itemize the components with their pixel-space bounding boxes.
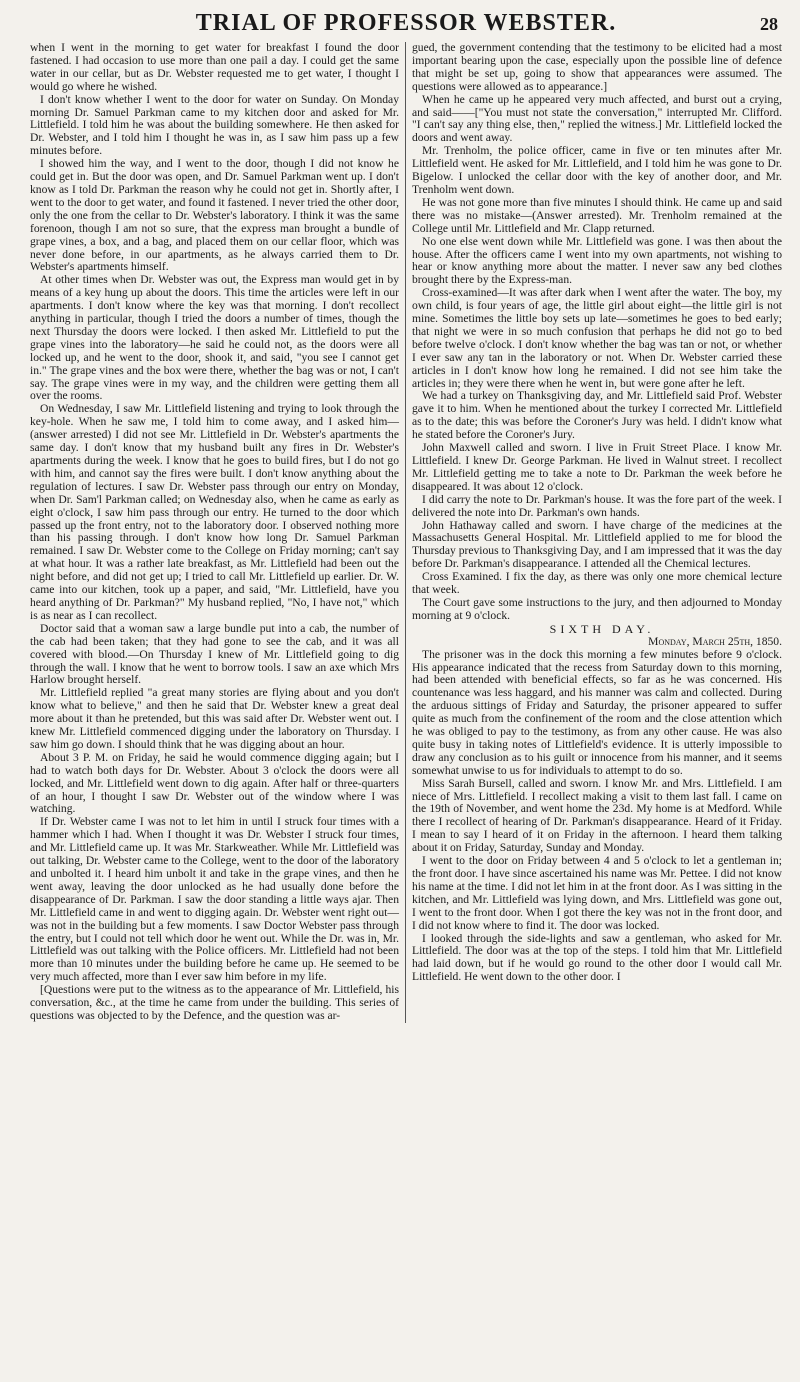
paragraph: Cross Examined. I fix the day, as there was only one more chemical lecture that week.	[412, 570, 782, 597]
right-column	[406, 42, 782, 1023]
paragraph: I showed him the way, and I went to the door, though I did not know he could get in. But the door was open, and Dr. Samuel Parkman went up. I don't know as I told Dr. Parkman the reason why he could not get in. Shortly after, I went to the door to get water, and found it fastened. I never tried the other door, only the one from the cellar to Dr. Webster's laboratory. I think it was the same forenoon, though I am not so sure, that the express man brought a bundle of grape vines, a box, and a bag, and placed them on our cellar floor, which was never done before, in our apartments, as he always carried them to Dr. Webster's apartments himself.	[30, 157, 399, 274]
paragraph: If Dr. Webster came I was not to let him in until I struck four times with a hammer which I had. When I thought it was Dr. Webster I struck four times, and Mr. Littlefield came up. It was Mr. Starkweather. While Mr. Littlefield was out talking, Dr. Webster came to the College, went to the door of the laboratory and unbolted it. I heard him unbolt it and take in the grape vines, and then he went away, leaving the door unlocked as he had usually done before the disappearance of Dr. Parkman. I saw the door standing a little ways ajar. Then Mr. Littlefield came in and went to digging again. Dr. Webster went right out—was not in the building but a few moments. I saw Doctor Webster pass through the entry, but I could not tell which door he went out. While the Dr. was in, Mr. Littlefield was out talking with the Police officers. Mr. Littlefield had not been more than 10 minutes under the building before he came up. He seemed to be very much affected, more than I ever saw him before in my life.	[30, 815, 399, 984]
paragraph: when I went in the morning to get water for breakfast I found the door fastened. I had occasion to use more than one pail a day. I could get the same water in our cellar, but as Dr. Webster requested me to get water, I thought I would go where he wished.	[30, 41, 399, 93]
paragraph: The prisoner was in the dock this morning a few minutes before 9 o'clock. His appearance indicated that the recess from Saturday down to this morning, had been attended with beneficial effects, so far as he was concerned. His countenance was less haggard, and his manner was calm and collected. During the arduous sittings of Friday and Saturday, the prisoner appeared to suffer quite as much from the confinement of the room and the close attention which he was obliged to pay to the testimony, as from any other cause. He was also quite busy in taking notes of Littlefield's evidence. It is utterly impossible to draw any conclusion as to his guilt or innocence from his manner, and it seems somewhat unwise to us for individuals to attempt to do so.	[412, 647, 782, 777]
paragraph: About 3 P. M. on Friday, he said he would commence digging again; but I had to watch both days for Dr. Webster. About 3 o'clock the doors were all locked, and Mr. Littlefield went down to dig again. After half or three-quarters of an hour, I thought I saw Dr. Webster out of the window where I was watching.	[30, 750, 399, 816]
paragraph: When he came up he appeared very much affected, and burst out a crying, and said——["You must not state the conversation," interrupted Mr. Clifford. "I can't say any thing else, then," replied the witness.] Mr. Littlefield locked the doors and went away.	[412, 92, 782, 145]
page-header	[30, 0, 782, 42]
paragraph: gued, the government contending that the testimony to be elicited had a most important bearing upon the case, especially upon the possible line of defence that might be set up, going to show that appearances were assumed. The questions were allowed as to appearance.]	[412, 41, 782, 93]
dateline: Monday, March 25th, 1850.	[648, 634, 782, 648]
paragraph: On Wednesday, I saw Mr. Littlefield listening and trying to look through the key-hole. When he saw me, I told him to come away, and I asked him—(answer arrested) I did not see Mr. Littlefield in Dr. Webster's apartments the same day. I don't know that my husband built any fires in Dr. Webster's apartments during the week. I know that he goes to build fires, but I do not go with him, and cannot say the fires were built. I don't know anything about the regulation of lectures. I saw Dr. Webster pass through our entry on Monday, when Dr. Sam'l Parkman called; on Wednesday also, when he came as early as eight o'clock, I saw him pass through our entry. He turned to the door which passed up the front entry, not to the laboratory door. I observed nothing more than his passing through. I don't know how long Dr. Samuel Parkman remained. I saw Dr. Webster come to the College on Friday morning; can't say at what hour. It was a rather late breakfast, as Mr. Littlefield had been out the night before, and did not get up; I tried to call Mr. Littlefield up earlier. Dr. W. came into our kitchen, took up a paper, and said, "Mr. Littlefield, have you heard anything of Dr. Parkman?" My husband replied, "No, I have not," which is as near as I can recollect.	[30, 402, 399, 622]
paragraph: At other times when Dr. Webster was out, the Express man would get in by means of a key hung up about the doors. This time the articles were left in our apartments. I don't know where the key was that morning. I don't recollect anything in particular, though I tried the doors a number of times, though the next Thursday the doors were locked. I then asked Mr. Littlefield to put the grape vines into the laboratory—he said he could not, as the doors were all locked up, and he went to the door, shook it, and said, "you see I cannot get in." The grape vines and the box were there, whether the bag was or not, I can't say. The grape vines were in my way, and the children were getting them all over the rooms.	[30, 273, 399, 403]
page-number: 28	[760, 14, 778, 34]
paragraph: Doctor said that a woman saw a large bundle put into a cab, the number of the cab had been taken; that they had gone to see the cab, and it was all covered with blood.—On Thursday I knew of Mr. Littlefield going to dig through the wall. I know that he went to borrow tools. I saw an axe which Mrs Harlow brought herself.	[30, 621, 399, 687]
paragraph: [Questions were put to the witness as to the appearance of Mr. Littlefield, his conversation, &c., at the time he came from under the building. This series of questions was objected to by the Defence, and the question was ar-	[30, 983, 399, 1022]
text-columns	[30, 42, 782, 1023]
paragraph: The Court gave some instructions to the jury, and then adjourned to Monday morning at 9 o'clock.	[412, 595, 782, 622]
section-title: SIXTH DAY.	[549, 621, 655, 636]
running-head: TRIAL OF PROFESSOR WEBSTER.	[195, 10, 617, 36]
paragraph: Mr. Littlefield replied "a great many stories are flying about and you don't know what to believe," and then he said that Dr. Webster knew a great deal more about it than he pretended, but this was said after Dr. Webster went out. I knew Mr. Littlefield commenced digging under the laboratory on Thursday. I saw him go down. I should think that he was digging about an hour.	[30, 686, 399, 751]
paragraph: I don't know whether I went to the door for water on Sunday. On Monday morning Dr. Samuel Parkman came to my kitchen door and asked for Mr. Littlefield. I told him he was about the building somewhere. He then asked for Dr. Webster, and I told him I thought he was in, as I saw him pass up a few minutes before.	[30, 92, 399, 158]
paragraph: John Maxwell called and sworn. I live in Fruit Street Place. I know Mr. Littlefield. I knew Dr. George Parkman. He lived in Walnut street. I recollect Mr. Littlefield getting me to take a note to Dr. Parkman the week before he disappeared. It was about 12 o'clock.	[412, 441, 782, 493]
paragraph: I went to the door on Friday between 4 and 5 o'clock to let a gentleman in; the front door. I have since ascertained his name was Mr. Pettee. I did not know his name at the time. I did not let him in at the front door. As I was sitting in the kitchen, and Mr. Littlefield was lying down, and Mrs. Littlefield was gone out, I went to the front door. When I got there the key was not in the front door, and I did not know where to find it. The door was locked.	[412, 854, 782, 932]
paragraph: Mr. Trenholm, the police officer, came in five or ten minutes after Mr. Littlefield went. He asked for Mr. Littlefield, and I told him he was gone to Dr. Bigelow. I unlocked the cellar door with the key of another door, and Mr. Trenholm went down.	[412, 144, 782, 196]
left-column	[30, 42, 406, 1023]
paragraph: No one else went down while Mr. Littlefield was gone. I was then about the house. After the officers came I went into my own apartments, not wishing to hear or know anything more about the matter. I never saw any bed clothes brought there by the Express-man.	[412, 234, 782, 287]
paragraph: Cross-examined—It was after dark when I went after the water. The boy, my own child, is four years of age, the little girl about eight—the little girl is not mine. Sometimes the little boy sets up late—sometimes he goes to bed early; that night we were in so much confusion that perhaps he did not go to bed before twelve o'clock. I don't know whether the bag was tan or not, or whether I ever saw any tan in the laboratory or not. When Dr. Webster carried these articles in I don't know how long he remained. I did not see him take the articles in; they were there when he went in, but were gone after he left.	[412, 286, 782, 390]
paragraph: John Hathaway called and sworn. I have charge of the medicines at the Massachusetts General Hospital. Mr. Littlefield applied to me for blood the Thursday previous to Thanksgiving Day, and I am impressed that it was the day before Dr. Parkman's disappearance. I attended all the Chemical lectures.	[412, 518, 782, 571]
paragraph: He was not gone more than five minutes I should think. He came up and said there was no mistake—(Answer arrested). Mr. Trenholm remained at the College until Mr. Littlefield and Mr. Clapp returned.	[412, 195, 782, 235]
paragraph: Miss Sarah Bursell, called and sworn. I know Mr. and Mrs. Littlefield. I am niece of Mrs. Littlefield. I recollect making a visit to them last fall. I came on the 19th of November, and went home the 23d. My home is at Medford. While there I recollect of hearing of Dr. Parkman's disappearance. Heard of it Friday. I mean to say I heard of it on Friday in the afternoon. I heard them talking about it on Friday, Saturday, Sunday and Monday.	[412, 776, 782, 855]
paragraph: I looked through the side-lights and saw a gentleman, who asked for Mr. Littlefield. The door was at the top of the steps. I told him that Mr. Littlefield had laid down, but if he would go round to the other door I would call Mr. Littlefield. He went down to the other door. I	[412, 931, 782, 984]
paragraph: I did carry the note to Dr. Parkman's house. It was the fore part of the week. I delivered the note into Dr. Parkman's own hands.	[412, 492, 782, 519]
paragraph: We had a turkey on Thanksgiving day, and Mr. Littlefield said Prof. Webster gave it to him. When he mentioned about the turkey I corrected Mr. Littlefield as to the date; this was before the Coroner's Jury was held. I didn't know what he stated before the Coroner's Jury.	[412, 389, 782, 442]
